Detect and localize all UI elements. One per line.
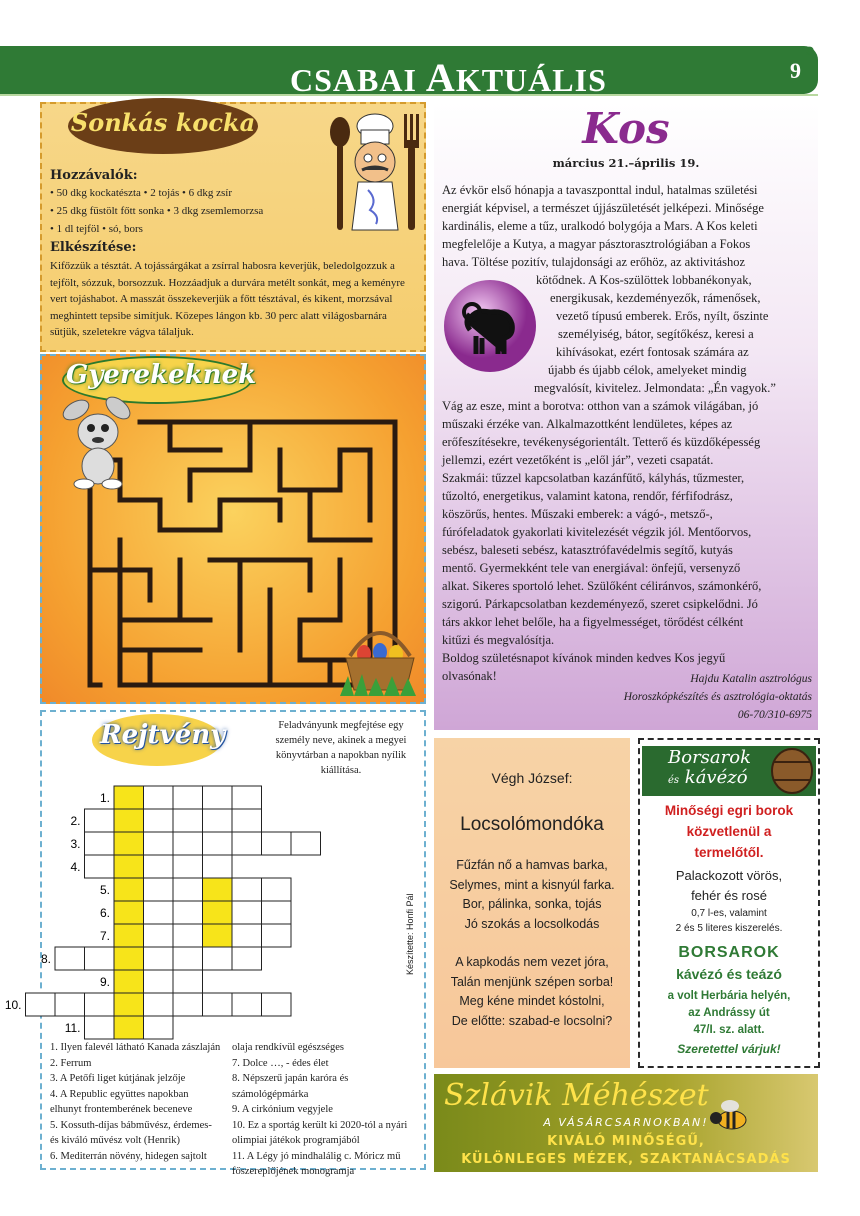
horoscope-line: energikusak, kezdeményezők, rámenősek, (550, 291, 761, 305)
bunny-illustration-icon (60, 390, 136, 490)
horoscope-line: Az évkör első hónapja a tavaszponttal indul, hatalmas születési (442, 183, 758, 197)
crossword-cell (114, 901, 144, 924)
crossword-cell (114, 993, 144, 1016)
poem-line: A kapkodás nem vezet jóra, (455, 955, 609, 969)
crossword-cell (203, 809, 233, 832)
crossword-row-number: 4. (70, 860, 81, 874)
crossword-cell (114, 809, 144, 832)
horoscope-line: jellemzi, ezért vezetőként is „elől jár”, vezeti csapatát. (442, 453, 714, 467)
crossword-cell (291, 832, 321, 855)
clue: 1. Ilyen falevél látható Kanada zászlaján (50, 1042, 221, 1053)
horoscope-line: személyiség, bátor, segítőkész, keresi a (558, 327, 754, 341)
signature-role: Horoszkópkészítés és asztrológia-oktatás (623, 691, 812, 703)
crossword-cell (203, 901, 233, 924)
horoscope-line: mentő. Gyermekként tele van energiával: önfejű, versenyző (442, 561, 741, 575)
clue: olaja rendkívül egészséges (232, 1042, 344, 1053)
poem-line: Meg kéne mindet kóstolni, (459, 994, 605, 1008)
crossword-cell (173, 786, 203, 809)
page-number: 9 (790, 58, 801, 83)
crossword-cell (144, 924, 174, 947)
barrel-icon (770, 748, 814, 794)
ingredient-line: • 25 dkg füstölt főtt sonka • 3 dkg zsemlemorzsa (50, 205, 264, 217)
poem-line: Talán menjünk szépen sorba! (450, 974, 614, 989)
horoscope-line: tűzoltó, energetikus, valamint katona, rendőr, férfifodrász, (442, 489, 733, 503)
crossword-cell (85, 947, 115, 970)
crossword-cell (85, 993, 115, 1016)
crossword-cell (173, 809, 203, 832)
ingredients-heading: Hozzávalók: (50, 168, 138, 183)
poem-body (434, 856, 630, 1031)
crossword-cell (203, 878, 233, 901)
crossword-cell (203, 947, 233, 970)
horoscope-line: megfelelője a Kutya, a magyar pásztorasztrológiában a Fokos (442, 237, 751, 251)
crossword-row-number: 7. (99, 929, 110, 943)
horoscope-line: olvasónak! (442, 669, 497, 683)
crossword-cell (144, 832, 174, 855)
wine-small: 0,7 l-es, valamint 2 és 5 literes kiszerelés. (675, 908, 783, 934)
horoscope-line: alkat. Sikeres sportoló lehet. Szülőként céliránvos, számonkérő, (442, 579, 762, 593)
crossword-cell (144, 786, 174, 809)
crossword-row-number: 6. (99, 906, 110, 920)
signature-name: Hajdu Katalin asztrológus (690, 673, 812, 685)
crossword-cell (114, 878, 144, 901)
crossword-cell (55, 993, 85, 1016)
horoscope-line: társ akkor lehet belőle, ha a figyelmességet, törődést célként (442, 615, 744, 629)
horoscope-line: újabb és újabb célok, amelyeket mindig (548, 363, 747, 377)
crossword-cell (203, 855, 233, 878)
poem-line: De előtte: szabad-e locsolni? (451, 1013, 613, 1028)
crossword-cell (26, 993, 56, 1016)
clue: 8. Népszerű japán karóra és számológépmárka (232, 1073, 349, 1100)
crossword-cell (232, 809, 262, 832)
crossword-cell (262, 832, 292, 855)
clue: 11. A Légy jó mindhalálig c. Móricz mű főszereplőjének monogramja (232, 1150, 401, 1177)
horoscope-line: energiát képvisel, a természet újjászületését jelképezi. Minősége (442, 201, 764, 215)
crossword-cell (55, 947, 85, 970)
crossword-cell (203, 993, 233, 1016)
crossword-cell (173, 993, 203, 1016)
crossword-title: Rejtvény (100, 720, 226, 750)
crossword-cell (173, 832, 203, 855)
crossword-row-number: 11. (64, 1021, 81, 1035)
crossword-cell (85, 832, 115, 855)
ingredient-line: • 1 dl tejföl • só, bors (50, 223, 143, 235)
crossword-row-number: 1. (99, 791, 110, 805)
crossword-cell (262, 924, 292, 947)
clue: 7. Dolce …, - édes élet (232, 1057, 329, 1069)
crossword-row-number: 9. (99, 975, 110, 989)
wine-tagline: Szeretettel várjuk! (677, 1042, 781, 1056)
signature-phone: 06-70/310-6975 (737, 709, 812, 721)
crossword-cell (144, 947, 174, 970)
clue: 3. A Petőfi liget kútjának jelzője (50, 1073, 186, 1084)
horoscope-line: vezető típusú emberek. Erős, nyílt, őszinte (556, 309, 769, 323)
honey-line: KIVÁLÓ MINŐSÉGŰ, (547, 1134, 705, 1149)
crossword-cell (144, 1016, 174, 1039)
kids-title: Gyerekeknek (66, 360, 257, 390)
poem-line: Bor, pálinka, sonka, tojás (462, 897, 602, 911)
horoscope-line: Vág az esze, mint a borotva: otthon van a számok világában, jó (442, 399, 759, 413)
crossword-cell (262, 878, 292, 901)
poem-line: Fűzfán nő a hamvas barka, (456, 858, 608, 872)
poem-line: Selymes, mint a kisnyúl farka. (449, 877, 615, 892)
crossword-cell (144, 993, 174, 1016)
poem-title: Locsolómondóka (460, 814, 604, 835)
crossword-row-number: 2. (70, 814, 81, 828)
horoscope-date: március 21.–április 19. (552, 156, 700, 170)
crossword-cell (114, 786, 144, 809)
ingredient-line: • 50 dkg kockatészta • 2 tojás • 6 dkg zsír (50, 187, 233, 199)
crossword-cell (232, 832, 262, 855)
crossword-grid (4, 782, 396, 1038)
crossword-credit: Készítette: Honfi Pál (405, 893, 415, 975)
easter-basket-icon (340, 620, 420, 696)
crossword-intro: Feladványunk megfejtése egy személy neve, akinek a megyei könyvtárban a napokban nyílik kiállítása. (275, 720, 407, 776)
honey-title: Szlávik Méhészet (444, 1078, 709, 1113)
crossword-cell (232, 901, 262, 924)
crossword-cell (173, 878, 203, 901)
crossword-cell (232, 993, 262, 1016)
wine-brand-sub: kávézó és teázó (676, 966, 782, 982)
horoscope-line: köszörűs, hentes. Műszaki emberek: a vágó-, metsző-, (442, 507, 713, 521)
crossword-cell (173, 970, 203, 993)
crossword-cell (114, 924, 144, 947)
crossword-cell (85, 809, 115, 832)
horoscope-line: kötődnek. A Kos-szülöttek lobbanékonyak, (536, 273, 752, 287)
horoscope-line: erőfeszítésekre, tevékenységorientált. Tetterő és küzdőképesség (442, 435, 761, 449)
crossword-row-number: 8. (40, 952, 51, 966)
horoscope-line: szigorú. Párkapcsolatban kezdeményező, szeret csipkelődni. Jó (442, 597, 758, 611)
crossword-cell (232, 947, 262, 970)
crossword-cell (203, 786, 233, 809)
wine-brand: BORSAROK (678, 944, 780, 961)
preparation-text: Kifőzzük a tésztát. A tojássárgákat a zsírral habosra keverjük, beledolgozzuk a tejfölt, sózzuk, borsozzuk. Hozzáadjuk a durvára metélt sonkát, meg a keményre vert tojáshabot. A masszát összekeverjük a főtt tésztával, és kikent, morzsával meghintett tepsibe simítjuk. Közepes lángon kb. 30 perc alatt világosbarnára sütjük, szeletekre vágva tálaljuk. (50, 260, 405, 338)
horoscope-line: kihívásokat, ezért fontosak számára az (556, 345, 749, 359)
crossword-cell (144, 855, 174, 878)
poem-line: Jó szokás a locsolkodás (464, 916, 600, 931)
clue: 10. Ez a sportág került ki 2020-tól a nyári olimpiai játékok programjából (232, 1119, 408, 1146)
crossword-cell (114, 1016, 144, 1039)
crossword-cell (173, 947, 203, 970)
horoscope-line: sebész, baleseti sebész, katasztrófavédelmis segítő, kutyás (442, 543, 733, 557)
clue: 2. Ferrum (50, 1057, 92, 1069)
horoscope-line: kitűzi és megvalósítja. (442, 633, 555, 647)
crossword-cell (173, 901, 203, 924)
swirl-ornament-icon: ๑ (804, 39, 816, 60)
wine-body: Palackozott vörös, fehér és rosé (675, 868, 783, 903)
crossword-row-number: 5. (99, 883, 110, 897)
clue: 4. A Republic együttes napokban elhunyt frontemberének beceneve (50, 1088, 193, 1115)
crossword-cell (144, 809, 174, 832)
clue: 5. Kossuth-díjas bábművész, érdemes- és kiváló művész volt (Henrik) (50, 1119, 212, 1146)
crossword-cell (173, 924, 203, 947)
bee-icon (706, 1096, 752, 1136)
crossword-cell (232, 786, 262, 809)
crossword-cell (173, 855, 203, 878)
horoscope-line: hava. Töltése pozitív, tulajdonsági az erőhöz, az aktivitáshoz (442, 255, 746, 269)
horoscope-line: kardinális, eleme a tűz, uralkodó bolygója a Mars. A Kos keleti (442, 219, 758, 233)
aries-sign-icon (442, 278, 538, 374)
crossword-clues-left (50, 1040, 222, 1164)
crossword-cell (114, 947, 144, 970)
clue: 6. Mediterrán növény, hidegen sajtolt (50, 1150, 207, 1162)
preparation-heading: Elkészítése: (50, 240, 137, 255)
crossword-cell (114, 832, 144, 855)
crossword-cell (203, 832, 233, 855)
crossword-cell (144, 901, 174, 924)
crossword-cell (262, 993, 292, 1016)
crossword-cell (262, 901, 292, 924)
clue: 9. A cirkónium vegyjele (232, 1104, 333, 1115)
honey-subtitle: A VÁSÁRCSARNOKBAN! (543, 1116, 709, 1129)
crossword-cell (114, 855, 144, 878)
crossword-row-number: 10. (4, 998, 22, 1012)
crossword-cell (232, 924, 262, 947)
horoscope-line: Boldog születésnapot kívánok minden kedves Kos jegyű (442, 651, 726, 665)
horoscope-line: műszaki érzéke van. Alkalmazottként lendületes, képes az (442, 417, 733, 431)
recipe-title: Sonkás kocka (70, 108, 256, 137)
poem-author: Végh József: (491, 770, 573, 786)
horoscope-line: Szakmái: tűzzel kapcsolatban kazánfűtő, kályhás, tűzmester, (442, 471, 745, 485)
horoscope-line: megvalósít, kivitelez. Jelmondata: „Én vagyok.” (534, 381, 776, 395)
crossword-cell (232, 878, 262, 901)
crossword-cell (203, 924, 233, 947)
chef-illustration-icon (328, 110, 422, 236)
crossword-cell (114, 970, 144, 993)
crossword-cell (144, 878, 174, 901)
horoscope-title: Kos (582, 104, 670, 153)
crossword-clues-right (232, 1040, 420, 1180)
wine-headline: Minőségi egri borok közvetlenül a termelőtől. (664, 803, 794, 860)
honey-line: KÜLÖNLEGES MÉZEK, SZAKTANÁCSADÁS (461, 1152, 791, 1167)
crossword-cell (85, 855, 115, 878)
wine-logo-text: Borsarok és kávézó (668, 747, 751, 788)
publication-title: CSABAI AKTUÁLIS (290, 55, 607, 100)
crossword-cell (144, 970, 174, 993)
crossword-row-number: 3. (70, 837, 81, 851)
crossword-cell (85, 1016, 115, 1039)
wine-location: a volt Herbária helyén, az Andrássy út 47/I. sz. alatt. (667, 990, 791, 1036)
horoscope-line: fúrófeladatok gyakorlati kivitelezését végzik jól. Mentőorvos, (442, 525, 752, 539)
